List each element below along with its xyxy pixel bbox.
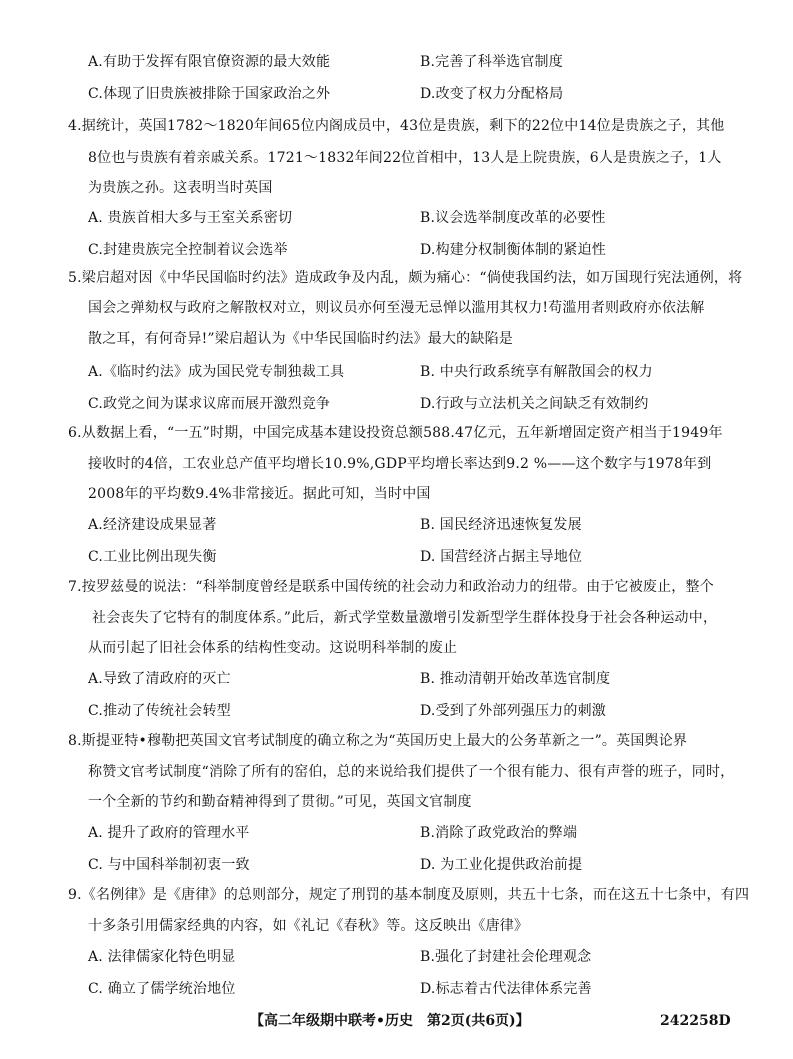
q4-stem-line1: 4.据统计，英国1782～1820年间65位内阁成员中，43位是贵族，剩下的22位中14位是贵族之子，其他 [68,118,725,134]
q6-option-b: B. 国民经济迅速恢复发展 [420,517,582,533]
q8-option-d: D. 为工业化提供政治前提 [420,857,583,873]
q5-stem-line1: 5.梁启超对因《中华民国临时约法》造成政争及内乱，颇为痛心：“倘使我国约法，如万国现行宪法通例，将 [68,270,743,286]
q3-option-d: D.改变了权力分配格局 [420,86,564,102]
q7-option-b: B. 推动清朝开始改革选官制度 [420,671,611,687]
q4-stem-line2: 8位也与贵族有着亲戚关系。1721～1832年间22位首相中，13人是上院贵族，6人是贵族之子，1人 [88,150,722,166]
q8-option-c: C. 与中国科举制初衷一致 [88,857,250,873]
page-footer-title: 【高二年级期中联考•历史 第2页(共6页)】 [250,1013,530,1029]
q5-stem-line3: 散之耳，有何奇异!”梁启超认为《中华民国临时约法》最大的缺陷是 [88,331,513,347]
q6-stem-line1: 6.从数据上看，“一五”时期，中国完成基本建设投资总额588.47亿元，五年新增固定资产相当于1949年 [68,425,723,441]
q9-stem-line2: 十多条引用儒家经典的内容，如《礼记《春秋》等。这反映出《唐律》 [88,918,529,934]
q8-stem-line1: 8.斯提亚特•穆勒把英国文官考试制度的确立称之为“英国历史上最大的公务革新之一”。英国舆论界 [68,733,688,749]
q5-stem-line2: 国会之弹劾权与政府之解散权对立，则议员亦何至漫无忌惮以滥用其权力!苟滥用者则政府亦依法解 [88,300,705,316]
q8-option-b: B.消除了政党政治的弊端 [420,825,578,841]
q9-option-a: A. 法律儒家化特色明显 [88,949,236,965]
q6-option-c: C.工业比例出现失衡 [88,549,217,565]
q3-option-a: A.有助于发挥有限官僚资源的最大效能 [88,54,331,70]
q8-option-a: A. 提升了政府的管理水平 [88,825,250,841]
q7-stem-line3: 从而引起了旧社会体系的结构性变动。这说明科举制的废止 [88,640,458,656]
q7-option-c: C.推动了传统社会转型 [88,703,231,719]
q4-option-c: C.封建贵族完全控制着议会选举 [88,242,288,258]
q5-option-c: C.政党之间为谋求议席而展开激烈竞争 [88,396,331,412]
q7-option-d: D.受到了外部列强压力的刺激 [420,703,606,719]
q6-option-d: D. 国营经济占据主导地位 [420,549,583,565]
q4-option-d: D.构建分权制衡体制的紧迫性 [420,242,606,258]
q9-option-b: B.强化了封建社会伦理观念 [420,949,592,965]
q5-option-b: B. 中央行政系统享有解散国会的权力 [420,364,653,380]
q8-stem-line3: 一个全新的节约和勤奋精神得到了贯彻。”可见，英国文官制度 [88,794,472,810]
q5-option-a: A.《临时约法》成为国民党专制独裁工具 [88,364,345,380]
q4-option-b: B.议会选举制度改革的必要性 [420,210,606,226]
q9-stem-line1: 9.《名例律》是《唐律》的总则部分，规定了刑罚的基本制度及原则，共五十七条，而在这五十七条中，有四 [68,887,750,903]
q6-stem-line3: 2008年的平均数9.4%非常接近。据此可知，当时中国 [88,486,431,502]
page-footer-code: 242258D [660,1013,731,1029]
q3-option-c: C.体现了旧贵族被排除于国家政治之外 [88,86,331,102]
q4-stem-line3: 为贵族之孙。这表明当时英国 [88,180,273,196]
q5-option-d: D.行政与立法机关之间缺乏有效制约 [420,396,649,412]
q8-stem-line2: 称赞文官考试制度“消除了所有的窑伯，总的来说给我们提供了一个很有能力、很有声誉的班子，同时， [88,764,735,780]
q7-option-a: A.导致了清政府的灭亡 [88,671,231,687]
q9-option-d: D.标志着古代法律体系完善 [420,981,592,997]
q9-option-c: C. 确立了儒学统治地位 [88,981,236,997]
q6-option-a: A.经济建设成果显著 [88,517,217,533]
q4-option-a: A. 贵族首相大多与王室关系密切 [88,210,293,226]
q7-stem-line2: 社会丧失了它特有的制度体系。”此后，新式学堂数量激增引发新型学生群体投身于社会各种运动中， [92,610,718,626]
q7-stem-line1: 7.按罗兹曼的说法：“科举制度曾经是联系中国传统的社会动力和政治动力的纽带。由于它被废止，整个 [68,579,714,595]
q3-option-b: B.完善了科举选官制度 [420,54,563,70]
q6-stem-line2: 接收时的4倍，工农业总产值平均增长10.9%,GDP平均增长率达到9.2 %——这个数字与1978年到 [88,456,712,472]
